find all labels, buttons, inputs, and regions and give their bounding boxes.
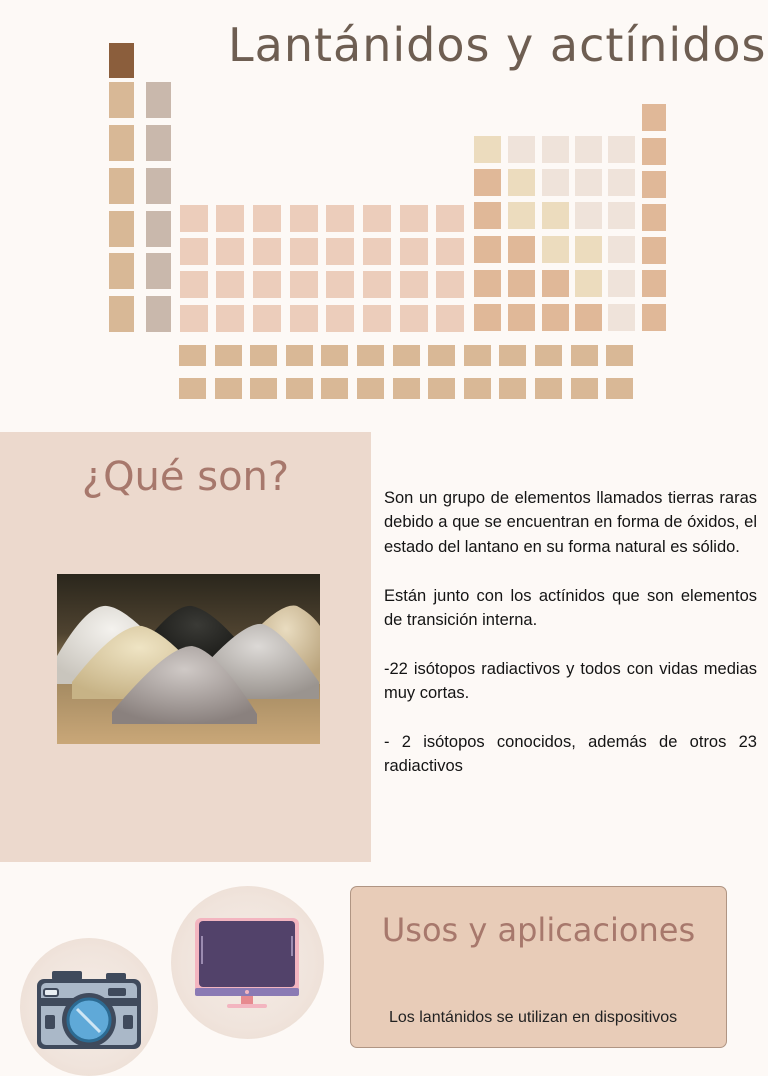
table-cell xyxy=(474,136,501,163)
table-cell xyxy=(499,345,526,366)
periodic-table-graphic xyxy=(0,0,768,420)
table-cell xyxy=(542,136,569,163)
table-cell xyxy=(608,202,635,229)
table-cell xyxy=(642,104,666,131)
usos-title: Usos y aplicaciones xyxy=(381,911,696,949)
table-cell xyxy=(326,305,354,332)
table-cell xyxy=(575,236,602,263)
table-cell xyxy=(109,168,134,204)
table-cell xyxy=(180,271,208,298)
table-cell xyxy=(508,236,535,263)
table-cell xyxy=(216,238,244,265)
table-cell xyxy=(363,305,391,332)
que-son-title: ¿Qué son? xyxy=(81,454,290,500)
table-cell xyxy=(321,345,348,366)
table-cell xyxy=(606,378,633,399)
monitor-icon xyxy=(193,916,301,1010)
usos-text: Los lantánidos se utilizan en dispositivos xyxy=(389,1009,678,1026)
table-cell xyxy=(180,238,208,265)
table-cell xyxy=(215,378,242,399)
table-cell xyxy=(575,270,602,297)
paragraph: -22 isótopos radiactivos y todos con vidas medias muy cortas. xyxy=(384,659,757,703)
table-cell xyxy=(393,378,420,399)
table-cell xyxy=(575,202,602,229)
table-cell xyxy=(290,271,318,298)
table-cell xyxy=(180,205,208,232)
que-son-text xyxy=(384,486,757,803)
table-cell xyxy=(642,237,666,264)
table-cell xyxy=(250,378,277,399)
table-cell xyxy=(474,202,501,229)
camera-icon xyxy=(34,968,144,1058)
table-cell xyxy=(474,270,501,297)
table-cell xyxy=(474,236,501,263)
table-cell xyxy=(571,378,598,399)
table-cell xyxy=(109,211,134,247)
table-cell xyxy=(642,171,666,198)
paragraph: Están junto con los actínidos que son elementos de transición interna. xyxy=(384,586,757,630)
table-cell xyxy=(608,169,635,196)
table-cell xyxy=(608,236,635,263)
table-cell xyxy=(146,168,171,204)
table-cell xyxy=(608,270,635,297)
table-cell xyxy=(250,345,277,366)
table-cell xyxy=(400,205,428,232)
table-cell xyxy=(357,378,384,399)
table-cell xyxy=(542,169,569,196)
table-cell xyxy=(109,43,134,78)
table-cell xyxy=(363,205,391,232)
table-cell xyxy=(642,138,666,165)
table-cell xyxy=(542,270,569,297)
table-cell xyxy=(286,378,313,399)
table-cell xyxy=(290,205,318,232)
table-cell xyxy=(216,205,244,232)
table-cell xyxy=(215,345,242,366)
table-cell xyxy=(642,304,666,331)
table-cell xyxy=(286,345,313,366)
table-cell xyxy=(179,378,206,399)
table-cell xyxy=(508,169,535,196)
table-cell xyxy=(400,238,428,265)
page-title: Lantánidos y actínidos xyxy=(228,18,767,72)
table-cell xyxy=(474,169,501,196)
table-cell xyxy=(109,125,134,161)
table-cell xyxy=(474,304,501,331)
table-cell xyxy=(400,305,428,332)
table-cell xyxy=(535,345,562,366)
table-cell xyxy=(642,270,666,297)
table-cell xyxy=(535,378,562,399)
table-cell xyxy=(146,82,171,118)
table-cell xyxy=(146,211,171,247)
table-cell xyxy=(542,236,569,263)
table-cell xyxy=(436,271,464,298)
table-cell xyxy=(436,238,464,265)
table-cell xyxy=(109,296,134,332)
table-cell xyxy=(290,238,318,265)
table-cell xyxy=(326,238,354,265)
table-cell xyxy=(357,345,384,366)
table-cell xyxy=(508,202,535,229)
camera-circle xyxy=(20,938,158,1076)
table-cell xyxy=(542,304,569,331)
table-cell xyxy=(464,378,491,399)
table-cell xyxy=(253,205,281,232)
powder-piles-image xyxy=(57,574,320,744)
table-cell xyxy=(436,205,464,232)
table-cell xyxy=(363,238,391,265)
table-cell xyxy=(508,304,535,331)
table-cell xyxy=(400,271,428,298)
table-cell xyxy=(464,345,491,366)
table-cell xyxy=(608,136,635,163)
table-cell xyxy=(393,345,420,366)
table-cell xyxy=(428,378,455,399)
table-cell xyxy=(428,345,455,366)
table-cell xyxy=(575,169,602,196)
table-cell xyxy=(499,378,526,399)
table-cell xyxy=(542,202,569,229)
table-cell xyxy=(146,253,171,289)
table-cell xyxy=(508,136,535,163)
monitor-circle xyxy=(171,886,324,1039)
table-cell xyxy=(146,296,171,332)
table-cell xyxy=(575,304,602,331)
table-cell xyxy=(642,204,666,231)
table-cell xyxy=(326,205,354,232)
table-cell xyxy=(608,304,635,331)
table-cell xyxy=(179,345,206,366)
table-cell xyxy=(326,271,354,298)
paragraph: - 2 isótopos conocidos, además de otros 23 radiactivos xyxy=(384,733,757,776)
table-cell xyxy=(321,378,348,399)
table-cell xyxy=(253,238,281,265)
table-cell xyxy=(575,136,602,163)
paragraph: Son un grupo de elementos llamados tierras raras debido a que se encuentran en forma de óxidos, el estado del lantano en su forma natural es sólido. xyxy=(384,489,757,556)
table-cell xyxy=(216,305,244,332)
table-cell xyxy=(606,345,633,366)
table-cell xyxy=(508,270,535,297)
table-cell xyxy=(109,82,134,118)
table-cell xyxy=(363,271,391,298)
que-son-section xyxy=(0,432,371,862)
table-cell xyxy=(436,305,464,332)
table-cell xyxy=(180,305,208,332)
table-cell xyxy=(290,305,318,332)
table-cell xyxy=(146,125,171,161)
table-cell xyxy=(253,305,281,332)
table-cell xyxy=(571,345,598,366)
table-cell xyxy=(109,253,134,289)
table-cell xyxy=(216,271,244,298)
table-cell xyxy=(253,271,281,298)
